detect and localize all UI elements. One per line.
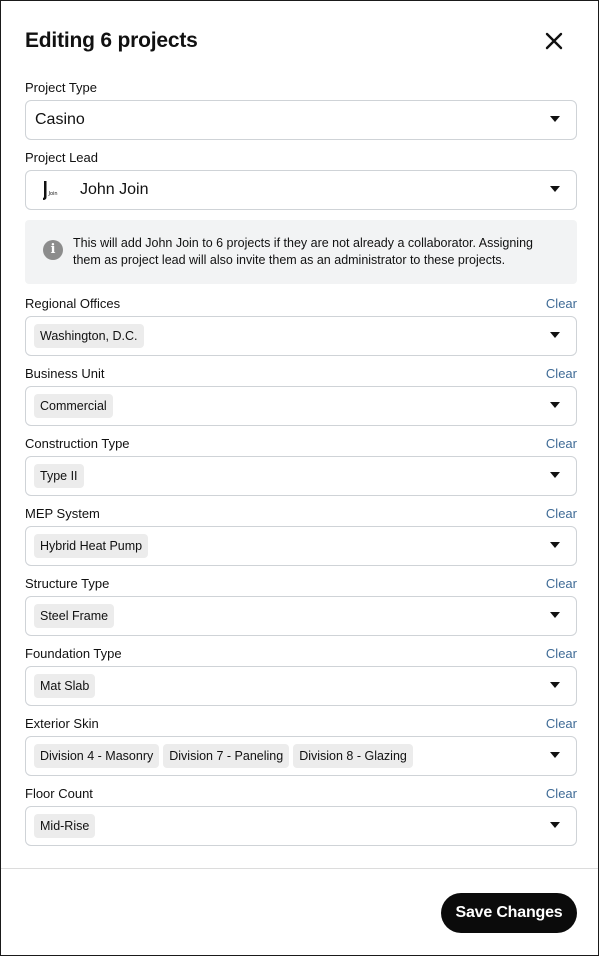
clear-button[interactable]: Clear [545,646,577,661]
dialog-title: Editing 6 projects [25,29,198,52]
field-label: Construction Type [25,436,130,451]
chevron-down-icon [550,822,560,828]
chevron-down-icon [550,752,560,758]
selected-chip[interactable]: Steel Frame [34,604,114,628]
structure-type-select[interactable] [25,596,577,636]
business-unit-select[interactable] [25,386,577,426]
project-type-value: Casino [35,111,85,128]
avatar-text: Join [48,191,58,197]
clear-button[interactable]: Clear [545,366,577,381]
regional-offices-select[interactable] [25,316,577,356]
selected-chip[interactable]: Commercial [34,394,113,418]
selected-chip[interactable]: Hybrid Heat Pump [34,534,148,558]
project-type-label: Project Type [25,80,98,95]
chevron-down-icon [550,542,560,548]
footer-divider [1,868,598,869]
dialog-header [25,27,574,55]
construction-type-select[interactable] [25,456,577,496]
chevron-down-icon [550,332,560,338]
close-icon [542,29,566,53]
info-text: This will add John Join to 6 projects if they are not already a collaborator. Assigning them as project lead will also invite them as an administrator to these projects. [73,236,533,267]
foundation-type-select[interactable] [25,666,577,706]
selected-chip[interactable]: Type II [34,464,84,488]
floor-count-select[interactable] [25,806,577,846]
info-banner [25,220,577,284]
field-label: Structure Type [25,576,110,591]
chevron-down-icon [550,186,560,192]
project-lead-value: John Join [80,181,149,198]
construction-type-field [25,435,577,483]
clear-button[interactable]: Clear [545,506,577,521]
exterior-skin-field [25,715,577,763]
selected-chip[interactable]: Division 4 - Masonry [34,744,159,768]
info-icon: i [43,240,63,260]
project-lead-select[interactable] [25,170,577,210]
mep-system-select[interactable] [25,526,577,566]
clear-button[interactable]: Clear [545,436,577,451]
avatar [40,178,64,202]
clear-button[interactable]: Clear [545,296,577,311]
regional-offices-field [25,295,577,343]
selected-chip[interactable]: Mat Slab [34,674,95,698]
close-button[interactable] [542,29,566,53]
chevron-down-icon [550,472,560,478]
chevron-down-icon [550,612,560,618]
join-logo-icon [40,178,64,202]
field-label: Business Unit [25,366,105,381]
chevron-down-icon [550,116,560,122]
selected-chip[interactable]: Washington, D.C. [34,324,144,348]
field-label: Exterior Skin [25,716,99,731]
clear-button[interactable]: Clear [545,716,577,731]
field-label: Foundation Type [25,646,122,661]
project-lead-field [25,149,577,198]
selected-chip[interactable]: Division 8 - Glazing [293,744,413,768]
project-type-select[interactable] [25,100,577,140]
selected-chip[interactable]: Division 7 - Paneling [163,744,289,768]
mep-system-field [25,505,577,553]
foundation-type-field [25,645,577,693]
project-type-field [25,79,577,128]
chevron-down-icon [550,402,560,408]
chevron-down-icon [550,682,560,688]
structure-type-field [25,575,577,623]
selected-chip[interactable]: Mid-Rise [34,814,95,838]
floor-count-field [25,785,577,833]
clear-button[interactable]: Clear [545,576,577,591]
clear-button[interactable]: Clear [545,786,577,801]
exterior-skin-select[interactable] [25,736,577,776]
project-lead-label: Project Lead [25,150,98,165]
field-label: Floor Count [25,786,93,801]
field-label: Regional Offices [25,296,121,311]
save-changes-button[interactable]: Save Changes [441,893,577,933]
business-unit-field [25,365,577,413]
field-label: MEP System [25,506,100,521]
